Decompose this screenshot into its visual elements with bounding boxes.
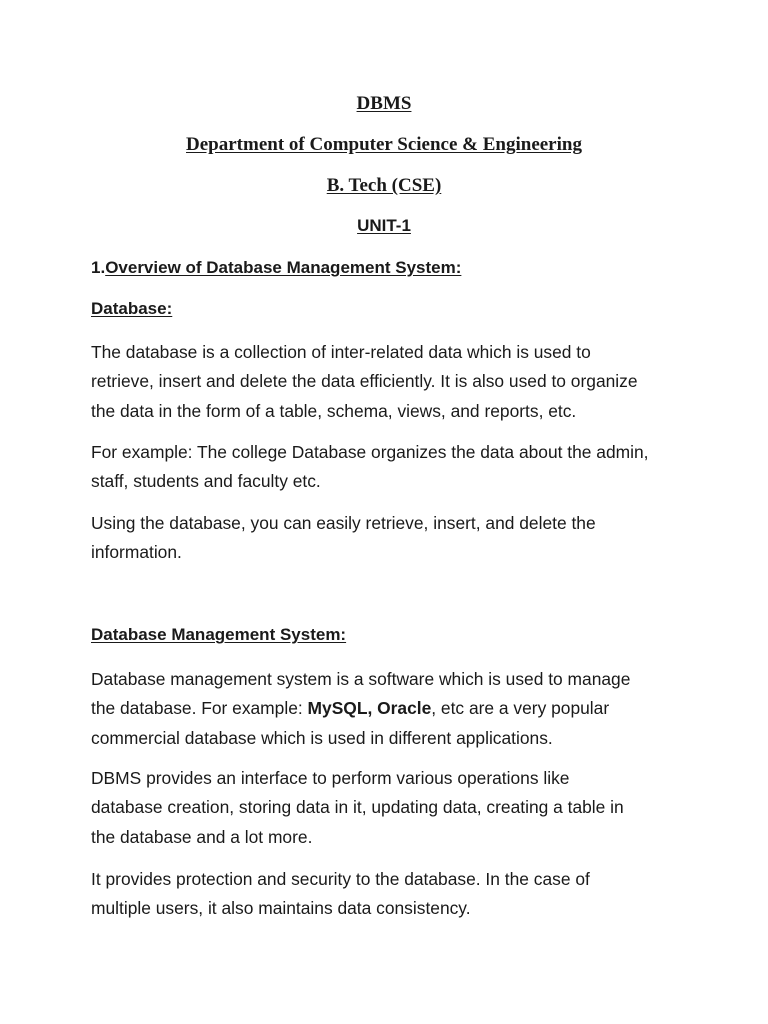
section-heading xyxy=(91,258,691,278)
section-title: Overview of Database Management System: xyxy=(105,258,462,277)
text-segment: , etc are a very popular xyxy=(431,698,610,719)
section-number: 1. xyxy=(91,258,106,277)
text-line: information. xyxy=(91,542,182,563)
database-heading xyxy=(91,299,691,319)
database-paragraph-1 xyxy=(91,338,691,426)
text-line xyxy=(91,694,691,723)
text-line: retrieve, insert and delete the data efficiently. It is also used to organize xyxy=(91,371,638,392)
text-line: It provides protection and security to the database. In the case of xyxy=(91,869,590,889)
dbms-paragraph-1 xyxy=(91,665,691,753)
unit-title: UNIT-1 xyxy=(357,216,411,235)
dbms-heading-text: Database Management System: xyxy=(91,625,347,644)
text-line: The database is a collection of inter-related data which is used to xyxy=(91,342,591,362)
department-title: Department of Computer Science & Engineering xyxy=(186,134,582,155)
dbms-paragraph-3 xyxy=(91,865,691,924)
text-line: the data in the form of a table, schema, views, and reports, etc. xyxy=(91,400,577,421)
text-line: DBMS provides an interface to perform various operations like xyxy=(91,768,570,788)
text-line: For example: The college Database organizes the data about the admin, xyxy=(91,442,649,462)
database-heading-text: Database: xyxy=(91,299,173,318)
dbms-paragraph-2 xyxy=(91,764,691,852)
course-title: DBMS xyxy=(356,93,412,114)
dbms-heading xyxy=(91,625,691,645)
text-line: Using the database, you can easily retrieve, insert, and delete the xyxy=(91,513,596,533)
program-title: B. Tech (CSE) xyxy=(326,175,442,196)
text-line: database creation, storing data in it, updating data, creating a table in xyxy=(91,797,624,818)
bold-examples: MySQL, Oracle xyxy=(307,698,432,719)
text-segment: the database. For example: xyxy=(91,698,308,719)
text-line: Database management system is a software which is used to manage xyxy=(91,669,631,689)
text-line: commercial database which is used in different applications. xyxy=(91,727,553,748)
database-paragraph-3 xyxy=(91,509,691,568)
text-line: the database and a lot more. xyxy=(91,826,313,847)
database-paragraph-2 xyxy=(91,438,691,497)
text-line: multiple users, it also maintains data consistency. xyxy=(91,898,471,919)
text-line: staff, students and faculty etc. xyxy=(91,471,321,492)
